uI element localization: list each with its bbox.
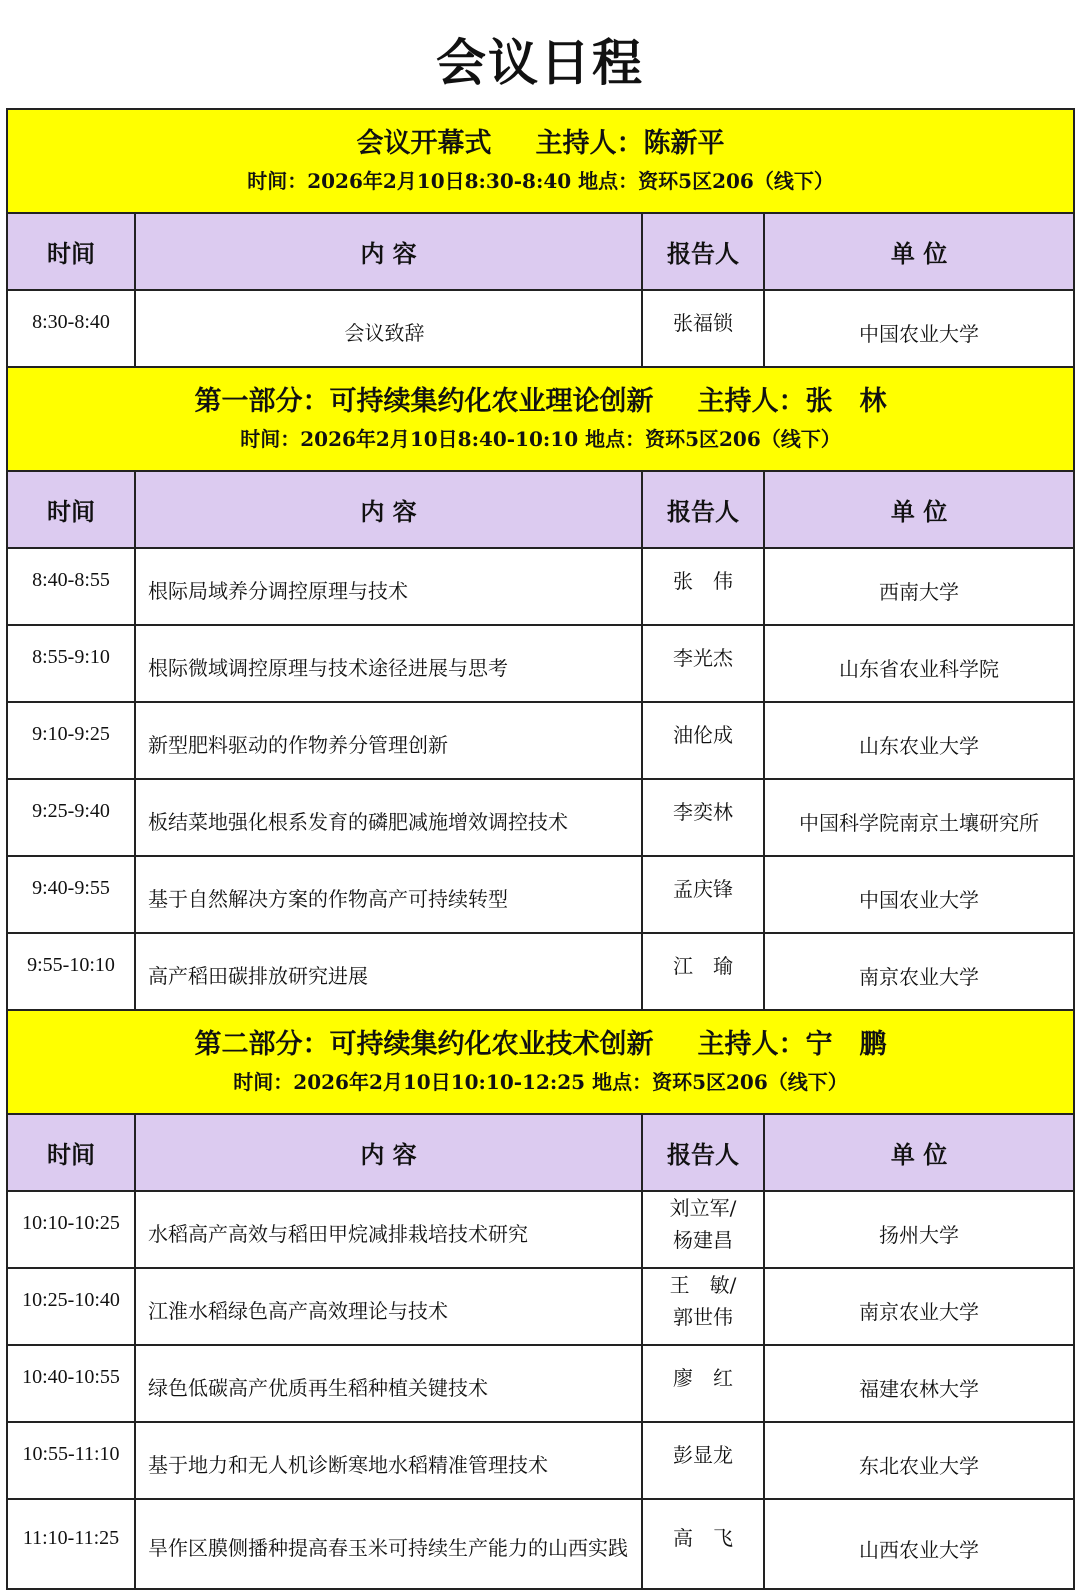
cell-time xyxy=(7,856,135,933)
cell-content xyxy=(135,1345,642,1422)
cell-time-text: 9:40-9:55 xyxy=(32,877,110,899)
header-time xyxy=(7,213,135,290)
cell-speaker-text: 刘立军/ 杨建昌 xyxy=(669,1195,737,1252)
section-banner-cell xyxy=(7,1010,1074,1114)
cell-time-text: 9:25-9:40 xyxy=(32,800,110,822)
cell-speaker-text: 王 敏/ 郭世伟 xyxy=(669,1272,737,1329)
cell-unit-text: 中国科学院南京土壤研究所 xyxy=(799,811,1040,835)
table-row xyxy=(7,779,1074,856)
cell-content xyxy=(135,1268,642,1345)
header-content-text: 内 容 xyxy=(360,1141,417,1169)
header-unit-text: 单 位 xyxy=(890,1141,948,1169)
cell-unit xyxy=(764,702,1074,779)
section-banner-cell xyxy=(7,109,1074,213)
cell-unit-text: 南京农业大学 xyxy=(859,1300,980,1324)
cell-speaker xyxy=(642,1422,764,1499)
header-time-text: 时间 xyxy=(47,1141,95,1169)
cell-content-text: 根际局域养分调控原理与技术 xyxy=(148,578,408,603)
cell-time-text: 8:55-9:10 xyxy=(32,646,110,668)
cell-content-text: 根际微域调控原理与技术途径进展与思考 xyxy=(148,655,508,680)
table-row xyxy=(7,1422,1074,1499)
cell-speaker-text: 高 飞 xyxy=(673,1526,733,1550)
cell-time xyxy=(7,702,135,779)
cell-content-text: 会议致辞 xyxy=(344,320,425,345)
section-host: 主持人：陈新平 xyxy=(535,128,725,159)
cell-speaker xyxy=(642,1268,764,1345)
cell-speaker-text: 彭显龙 xyxy=(673,1442,733,1467)
cell-unit-text: 山西农业大学 xyxy=(859,1537,980,1562)
cell-unit xyxy=(764,1191,1074,1268)
table-row xyxy=(7,933,1074,1010)
cell-speaker xyxy=(642,290,764,367)
cell-unit xyxy=(764,1345,1074,1422)
cell-speaker-text: 油伦成 xyxy=(673,722,733,747)
schedule-table xyxy=(6,108,1075,1590)
cell-speaker xyxy=(642,1499,764,1589)
cell-unit xyxy=(764,548,1074,625)
table-row xyxy=(7,625,1074,702)
cell-unit-text: 福建农林大学 xyxy=(859,1377,980,1401)
header-time-text: 时间 xyxy=(47,240,95,268)
table-row xyxy=(7,1499,1074,1589)
cell-content-text: 基于地力和无人机诊断寒地水稻精准管理技术 xyxy=(148,1452,548,1477)
cell-time-text: 10:55-11:10 xyxy=(22,1443,120,1465)
cell-time-text: 10:40-10:55 xyxy=(22,1366,120,1388)
section-banner xyxy=(7,109,1074,213)
header-content xyxy=(135,471,642,548)
header-content-text: 内 容 xyxy=(360,498,417,526)
cell-time xyxy=(7,1345,135,1422)
cell-content-text: 基于自然解决方案的作物高产可持续转型 xyxy=(148,886,508,911)
section-title: 第一部分：可持续集约化农业理论创新 xyxy=(194,386,654,417)
cell-speaker-text: 张福锁 xyxy=(673,310,733,335)
cell-unit xyxy=(764,290,1074,367)
cell-content xyxy=(135,548,642,625)
cell-content xyxy=(135,779,642,856)
header-content-text: 内 容 xyxy=(360,240,417,268)
cell-unit-text: 东北农业大学 xyxy=(859,1454,980,1478)
cell-unit xyxy=(764,1422,1074,1499)
cell-time-text: 9:55-10:10 xyxy=(27,954,115,976)
cell-speaker xyxy=(642,702,764,779)
table-row xyxy=(7,1191,1074,1268)
section-banner xyxy=(7,367,1074,471)
section-info: 时间：2026年2月10日10:10-12:25 地点：资环5区206（线下） xyxy=(233,1070,848,1094)
cell-unit xyxy=(764,1268,1074,1345)
cell-speaker xyxy=(642,779,764,856)
header-unit xyxy=(764,471,1074,548)
cell-unit-text: 山东农业大学 xyxy=(859,734,980,758)
header-time xyxy=(7,1114,135,1191)
header-content xyxy=(135,213,642,290)
column-header-row xyxy=(7,471,1074,548)
header-time-text: 时间 xyxy=(47,498,95,526)
cell-content-text: 旱作区膜侧播种提高春玉米可持续生产能力的山西实践 xyxy=(148,1536,628,1560)
cell-content xyxy=(135,856,642,933)
cell-unit-text: 中国农业大学 xyxy=(859,888,980,912)
cell-speaker xyxy=(642,548,764,625)
cell-unit xyxy=(764,779,1074,856)
cell-speaker-text: 张 伟 xyxy=(673,568,733,593)
cell-speaker xyxy=(642,625,764,702)
cell-speaker xyxy=(642,933,764,1010)
table-row xyxy=(7,856,1074,933)
section-host: 主持人：宁 鹏 xyxy=(697,1029,887,1060)
cell-unit-text: 南京农业大学 xyxy=(859,965,980,989)
cell-content-text: 水稻高产高效与稻田甲烷减排栽培技术研究 xyxy=(148,1221,528,1246)
cell-time xyxy=(7,1422,135,1499)
section-banner xyxy=(7,1010,1074,1114)
section-heading xyxy=(8,385,1073,419)
cell-time xyxy=(7,1191,135,1268)
cell-content-text: 板结菜地强化根系发育的磷肥减施增效调控技术 xyxy=(148,809,568,834)
cell-time-text: 10:10-10:25 xyxy=(22,1212,120,1234)
cell-speaker-text: 廖 红 xyxy=(673,1365,733,1390)
cell-content xyxy=(135,290,642,367)
cell-time xyxy=(7,290,135,367)
table-row xyxy=(7,290,1074,367)
column-header-row xyxy=(7,213,1074,290)
column-header-row xyxy=(7,1114,1074,1191)
cell-content xyxy=(135,1499,642,1589)
cell-speaker xyxy=(642,1191,764,1268)
section-banner-cell xyxy=(7,367,1074,471)
cell-content xyxy=(135,933,642,1010)
cell-time-text: 9:10-9:25 xyxy=(32,723,110,745)
cell-unit-text: 山东省农业科学院 xyxy=(839,657,1000,681)
cell-unit-text: 中国农业大学 xyxy=(859,322,980,346)
cell-time-text: 8:30-8:40 xyxy=(32,311,110,333)
cell-unit-text: 西南大学 xyxy=(879,580,960,604)
table-row xyxy=(7,702,1074,779)
header-speaker-text: 报告人 xyxy=(667,498,739,526)
header-time xyxy=(7,471,135,548)
header-speaker-text: 报告人 xyxy=(667,1141,739,1169)
cell-unit xyxy=(764,1499,1074,1589)
cell-speaker-text: 李光杰 xyxy=(673,645,733,670)
table-row xyxy=(7,548,1074,625)
section-title: 第二部分：可持续集约化农业技术创新 xyxy=(194,1029,654,1060)
cell-content-text: 高产稻田碳排放研究进展 xyxy=(148,963,368,988)
cell-unit xyxy=(764,625,1074,702)
cell-speaker-text: 江 瑜 xyxy=(673,953,733,978)
header-speaker xyxy=(642,213,764,290)
header-unit xyxy=(764,1114,1074,1191)
cell-unit xyxy=(764,933,1074,1010)
cell-content xyxy=(135,625,642,702)
header-speaker xyxy=(642,471,764,548)
cell-content xyxy=(135,1191,642,1268)
cell-time-text: 10:25-10:40 xyxy=(22,1289,120,1311)
section-host: 主持人：张 林 xyxy=(697,386,887,417)
cell-speaker-text: 孟庆锋 xyxy=(673,876,733,901)
section-heading xyxy=(8,127,1073,161)
cell-unit xyxy=(764,856,1074,933)
cell-time-text: 11:10-11:25 xyxy=(22,1526,120,1549)
header-content xyxy=(135,1114,642,1191)
header-speaker-text: 报告人 xyxy=(667,240,739,268)
cell-time xyxy=(7,779,135,856)
header-unit xyxy=(764,213,1074,290)
cell-speaker-text: 李奕林 xyxy=(673,799,733,824)
header-unit-text: 单 位 xyxy=(890,498,948,526)
cell-speaker xyxy=(642,856,764,933)
section-heading xyxy=(8,1028,1073,1062)
page-title: 会议日程 xyxy=(436,34,644,92)
cell-time xyxy=(7,625,135,702)
cell-content xyxy=(135,1422,642,1499)
cell-time xyxy=(7,1268,135,1345)
cell-time xyxy=(7,1499,135,1589)
section-info: 时间：2026年2月10日8:30-8:40 地点：资环5区206（线下） xyxy=(247,169,834,193)
table-row xyxy=(7,1268,1074,1345)
header-unit-text: 单 位 xyxy=(890,240,948,268)
cell-unit-text: 扬州大学 xyxy=(879,1223,960,1247)
cell-time xyxy=(7,933,135,1010)
section-info: 时间：2026年2月10日8:40-10:10 地点：资环5区206（线下） xyxy=(240,427,841,451)
header-speaker xyxy=(642,1114,764,1191)
table-row xyxy=(7,1345,1074,1422)
cell-content xyxy=(135,702,642,779)
cell-time-text: 8:40-8:55 xyxy=(32,569,110,591)
cell-time xyxy=(7,548,135,625)
cell-speaker xyxy=(642,1345,764,1422)
cell-content-text: 新型肥料驱动的作物养分管理创新 xyxy=(148,732,448,757)
section-title: 会议开幕式 xyxy=(356,128,492,159)
cell-content-text: 江淮水稻绿色高产高效理论与技术 xyxy=(148,1298,448,1323)
cell-content-text: 绿色低碳高产优质再生稻种植关键技术 xyxy=(148,1375,488,1400)
